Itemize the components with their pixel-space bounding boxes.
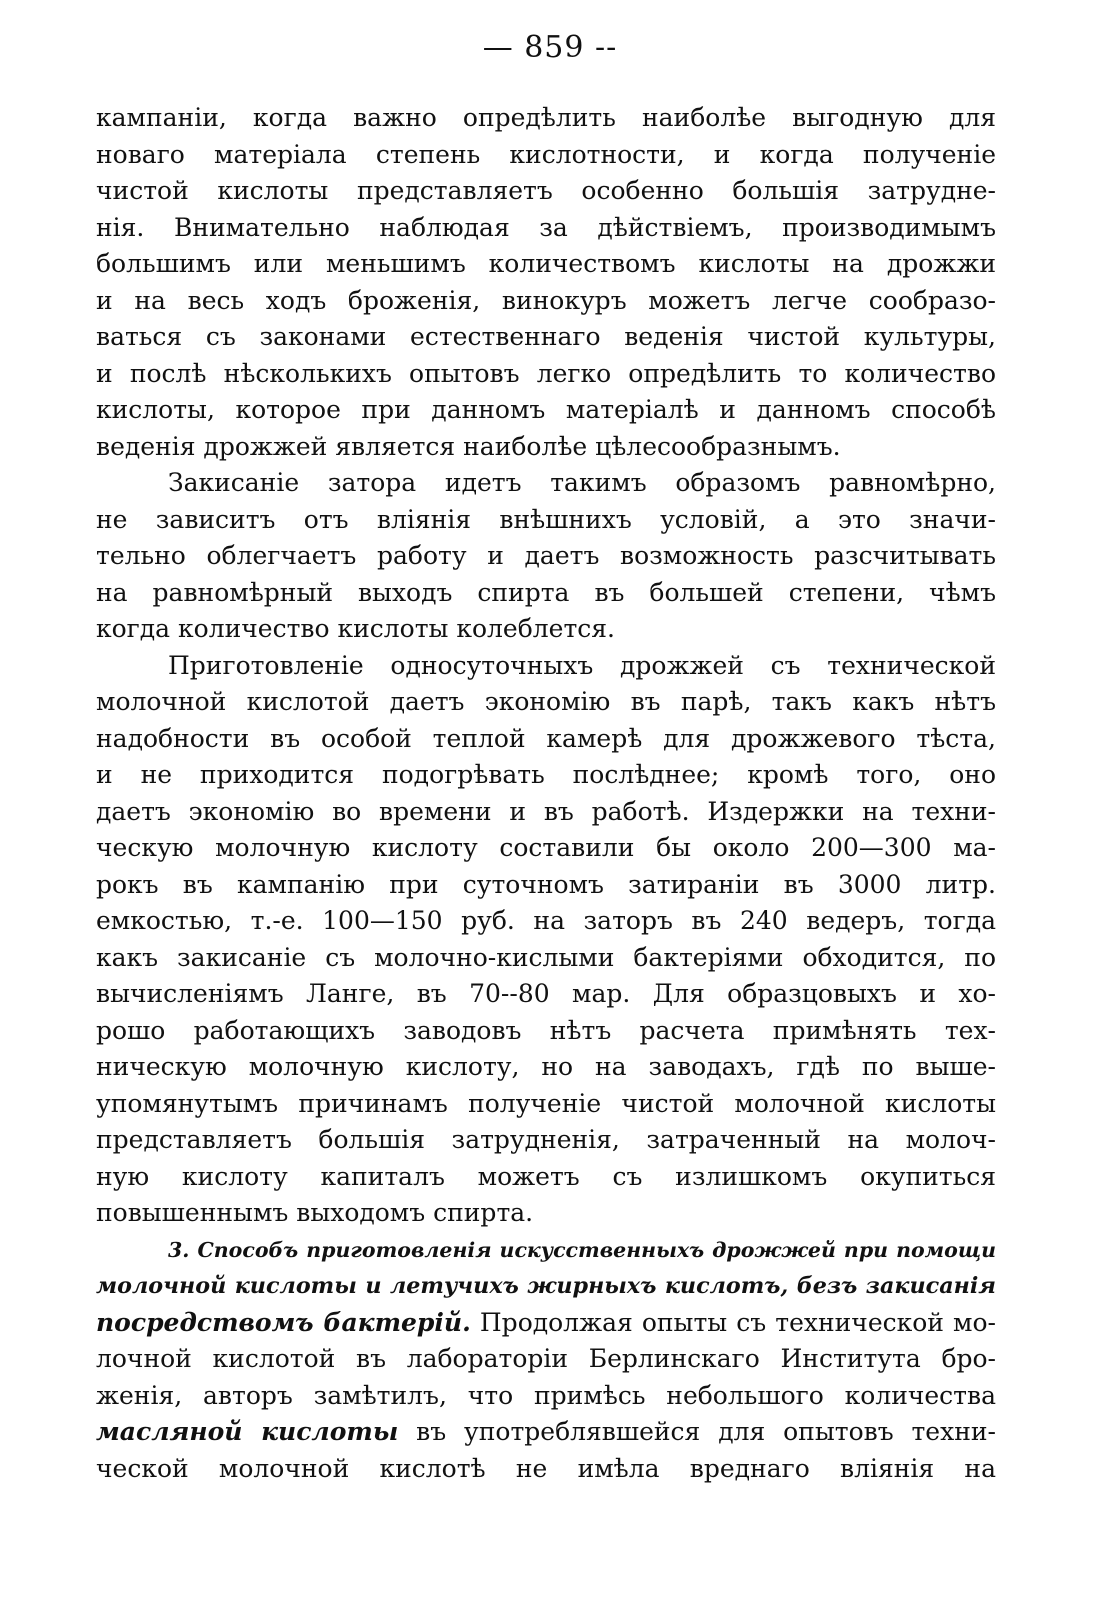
- emphasis-butyric-acid: масляной кислоты: [96, 1417, 399, 1446]
- text-line: емкостью, т.-е. 100—150 руб. на заторъ въ 240 ведеръ, тогда: [96, 906, 996, 935]
- text-line: чистой кислоты представляетъ особенно большiя затрудне-: [96, 176, 996, 205]
- section-3-heading: молочной кислоты и летучихъ жирныхъ кислотъ, безъ закисанiя: [96, 1273, 996, 1299]
- text-line: большимъ или меньшимъ количествомъ кислоты на дрожжи: [96, 249, 996, 278]
- text-line: не зависитъ отъ влiянiя внѣшнихъ условiй, а это значи-: [96, 504, 996, 534]
- body-text: [96, 100, 996, 1487]
- text-line: Приготовленiе односуточныхъ дрожжей съ технической: [168, 650, 996, 680]
- text-line: ваться съ законами естественнаго веденiя чистой культуры,: [96, 322, 996, 351]
- text-line: когда количество кислоты колеблется.: [96, 614, 615, 643]
- paragraph: [96, 465, 996, 648]
- paragraphs: [96, 100, 996, 1232]
- text-line: упомянутымъ причинамъ полученiе чистой молочной кислоты: [96, 1088, 996, 1118]
- section-3-line: [96, 1414, 996, 1451]
- section-3-heading: 3. Способъ приготовленiя искусственныхъ дрожжей при помощи: [168, 1237, 996, 1262]
- text-line: нiя. Внимательно наблюдая за дѣйствiемъ, производимымъ: [96, 212, 996, 242]
- text-line: веденiя дрожжей является наиболѣе цѣлесообразнымъ.: [96, 431, 841, 461]
- section-3-line: женiя, авторъ замѣтилъ, что примѣсь небольшого количества: [96, 1380, 996, 1410]
- section-3-text: въ употреблявшейся для опытовъ техни-: [398, 1417, 996, 1446]
- text-line: новаго матерiала степень кислотности, и когда полученiе: [96, 139, 996, 169]
- text-line: даетъ экономiю во времени и въ работѣ. Издержки на техни-: [96, 796, 996, 826]
- text-line: тельно облегчаетъ работу и даетъ возможность разсчитывать: [96, 541, 996, 570]
- section-3-line: [96, 1232, 996, 1269]
- section-3-line: ческой молочной кислотѣ не имѣла вреднаго влiянiя на: [96, 1453, 996, 1483]
- text-line: вычисленiямъ Ланге, въ 70--80 мар. Для образцовыхъ и хо-: [96, 979, 996, 1008]
- text-line: кампанiи, когда важно опредѣлить наиболѣе выгодную для: [96, 103, 996, 132]
- section-3-line: лочной кислотой въ лабораторiи Берлинскаго Института бро-: [96, 1344, 996, 1373]
- text-line: представляетъ большiя затрудненiя, затраченный на молоч-: [96, 1125, 996, 1154]
- text-line: надобности въ особой теплой камерѣ для дрожжевого тѣста,: [96, 723, 996, 753]
- text-line: рошо работающихъ заводовъ нѣтъ расчета примѣнять тех-: [96, 1015, 996, 1045]
- text-line: и на весь ходъ броженiя, винокуръ можетъ легче сообразо-: [96, 285, 996, 315]
- page-number: — 859 --: [482, 30, 618, 65]
- section-3-line: [96, 1268, 996, 1305]
- text-line: ную кислоту капиталъ можетъ съ излишкомъ окупиться: [96, 1161, 996, 1191]
- text-line: молочной кислотой даетъ экономiю въ парѣ, такъ какъ нѣтъ: [96, 687, 996, 716]
- section-3-line: [96, 1305, 996, 1342]
- text-line: на равномѣрный выходъ спирта въ большей степени, чѣмъ: [96, 577, 996, 607]
- text-line: и не приходится подогрѣвать послѣднее; кромѣ того, оно: [96, 760, 996, 789]
- text-line: какъ закисанiе съ молочно-кислыми бактерiями обходится, по: [96, 942, 996, 972]
- text-line: ническую молочную кислоту, но на заводахъ, гдѣ по выше-: [96, 1052, 996, 1081]
- section-3-paragraph: [96, 1232, 996, 1488]
- text-line: и послѣ нѣсколькихъ опытовъ легко опредѣлить то количество: [96, 358, 996, 388]
- paragraph: [96, 100, 996, 465]
- text-line: кислоты, которое при данномъ матерiалѣ и данномъ способѣ: [96, 395, 996, 424]
- text-line: рокъ въ кампанiю при суточномъ затиранiи въ 3000 литр.: [96, 869, 996, 899]
- text-line: ческую молочную кислоту составили бы около 200—300 ма-: [96, 833, 996, 862]
- section-3-text: Продолжая опыты съ технической мо-: [470, 1307, 996, 1337]
- text-line: повышеннымъ выходомъ спирта.: [96, 1198, 534, 1227]
- section-3-heading: посредствомъ бактерiй.: [96, 1307, 471, 1337]
- text-line: Закисанiе затора идетъ такимъ образомъ равномѣрно,: [168, 468, 996, 497]
- paragraph: [96, 648, 996, 1232]
